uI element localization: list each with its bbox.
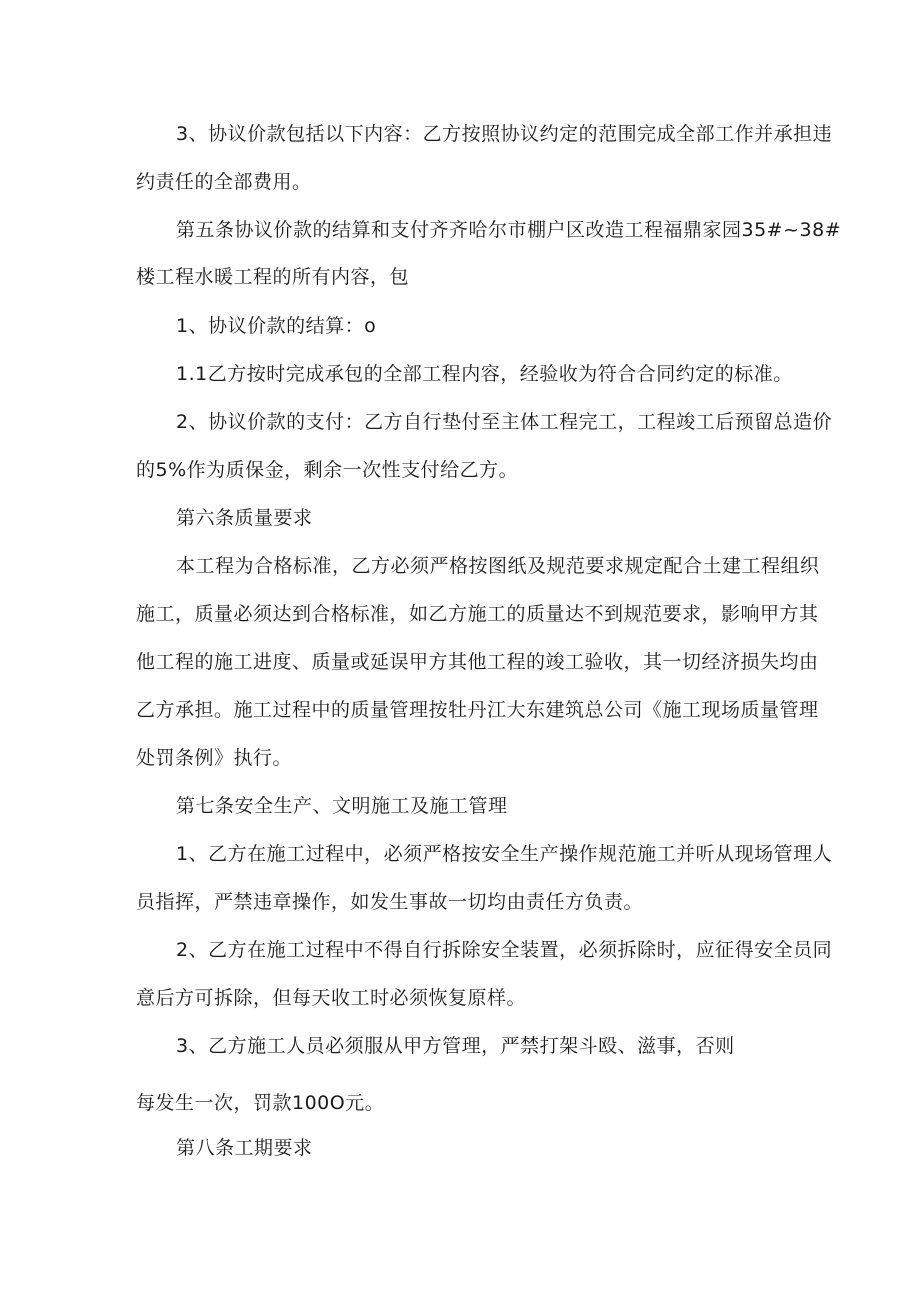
quality-paragraph-line-4: 乙方承担。施工过程中的质量管理按牡丹江大东建筑总公司《施工现场质量管理 (136, 699, 819, 721)
safety-clause-1-line-1: 1、乙方在施工过程中，必须严格按安全生产操作规范施工并听从现场管理人 (176, 843, 833, 865)
safety-clause-2-line-1: 2、乙方在施工过程中不得自行拆除安全装置，必须拆除时，应征得安全员同 (176, 939, 833, 961)
clause-1-settlement: 1、协议价款的结算：o (176, 315, 377, 337)
article-8-heading: 第八条工期要求 (176, 1137, 313, 1159)
quality-paragraph-line-1: 本工程为合格标准，乙方必须严格按图纸及规范要求规定配合土建工程组织 (176, 555, 820, 577)
article-5-heading-line-2: 楼工程水暖工程的所有内容，包 (136, 266, 410, 288)
article-6-heading: 第六条质量要求 (176, 507, 313, 529)
quality-paragraph-line-2: 施工，质量必须达到合格标准，如乙方施工的质量达不到规范要求，影响甲方其 (136, 603, 819, 625)
paragraph-3-line-2: 约责任的全部费用。 (136, 171, 312, 193)
article-7-heading: 第七条安全生产、文明施工及施工管理 (176, 795, 508, 817)
clause-1-1: 1.1乙方按时完成承包的全部工程内容，经验收为符合合同约定的标准。 (176, 363, 793, 385)
clause-2-payment-line-1: 2、协议价款的支付：乙方自行垫付至主体工程完工，工程竣工后预留总造价 (176, 411, 833, 433)
safety-clause-3-line-2: 每发生一次，罚款100O元。 (136, 1092, 385, 1114)
clause-2-payment-line-2: 的5%作为质保金，剩余一次性支付给乙方。 (136, 459, 519, 481)
quality-paragraph-line-3: 他工程的施工进度、质量或延误甲方其他工程的竣工验收，其一切经济损失均由 (136, 651, 819, 673)
article-5-heading-line-1: 第五条协议价款的结算和支付齐齐哈尔市棚户区改造工程福鼎家园35#~38# (176, 219, 842, 241)
safety-clause-2-line-2: 意后方可拆除，但每天收工时必须恢复原样。 (136, 987, 527, 1009)
paragraph-3-line-1: 3、协议价款包括以下内容：乙方按照协议约定的范围完成全部工作并承担违 (176, 123, 833, 145)
safety-clause-1-line-2: 员指挥，严禁违章操作，如发生事故一切均由责任方负责。 (136, 891, 644, 913)
safety-clause-3-line-1: 3、乙方施工人员必须服从甲方管理，严禁打架斗殴、滋事，否则 (176, 1035, 735, 1057)
quality-paragraph-line-5: 处罚条例》执行。 (136, 747, 293, 769)
